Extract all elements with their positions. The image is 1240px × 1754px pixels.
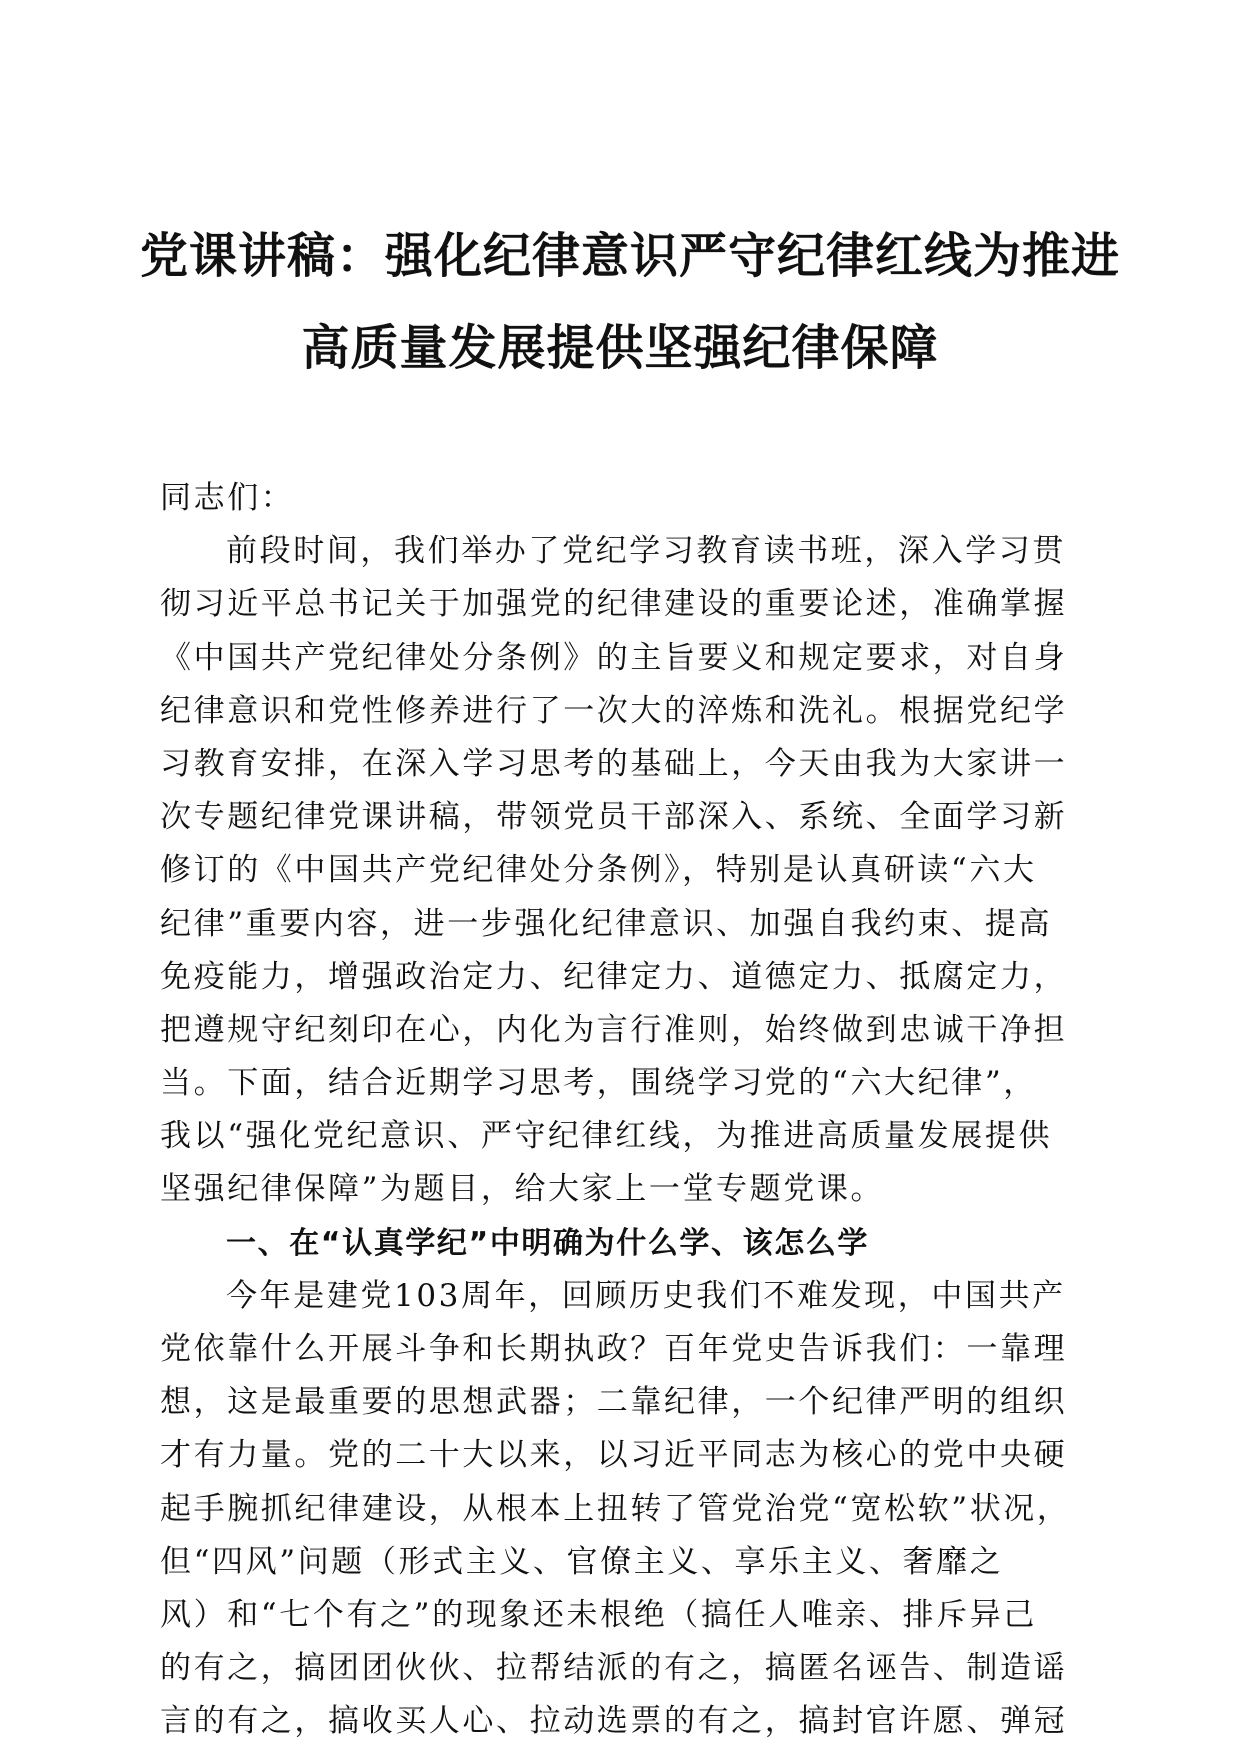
paragraph-line: 免疫能力，增强政治定力、纪律定力、道德定力、抵腐定力， [160,958,1068,995]
paragraph-line: 今年是建党103周年，回顾历史我们不难发现，中国共产 [226,1277,1066,1314]
salutation: 同志们： [160,480,295,516]
document-body [160,472,1080,1749]
paragraph-line: 党依靠什么开展斗争和长期执政？百年党史告诉我们：一靠理 [160,1331,1068,1367]
paragraph-line: 的有之，搞团团伙伙、拉帮结派的有之，搞匿名诬告、制造谣 [160,1650,1068,1687]
paragraph-line: 彻习近平总书记关于加强党的纪律建设的重要论述，准确掌握 [160,586,1068,623]
paragraph-line: 才有力量。党的二十大以来，以习近平同志为核心的党中央硬 [160,1437,1068,1474]
paragraph-line: 我以“强化党纪意识、严守纪律红线，为推进高质量发展提供 [160,1118,1053,1155]
paragraph-line: 纪律意识和党性修养进行了一次大的淬炼和洗礼。根据党纪学 [160,692,1068,729]
paragraph-line: 坚强纪律保障”为题目，给大家上一堂专题党课。 [160,1171,885,1208]
paragraph-line: 修订的《中国共产党纪律处分条例》，特别是认真研读“六大 [160,852,1037,889]
paragraph-line: 言的有之，搞收买人心、拉动选票的有之，搞封官许愿、弹冠 [160,1703,1068,1740]
paragraph-line: 纪律”重要内容，进一步强化纪律意识、加强自我约束、提高 [160,905,1053,942]
paragraph-line: 习教育安排，在深入学习思考的基础上，今天由我为大家讲一 [160,745,1068,782]
paragraph-line: 次专题纪律党课讲稿，带领党员干部深入、系统、全面学习新 [160,799,1068,836]
paragraph-line: 当。下面，结合近期学习思考，围绕学习党的“六大纪律”， [160,1065,1037,1102]
paragraph-line: 起手腕抓纪律建设，从根本上扭转了管党治党“宽松软”状况， [160,1490,1071,1527]
section-heading: 一、在“认真学纪”中明确为什么学、该怎么学 [226,1225,870,1261]
paragraph-line: 《中国共产党纪律处分条例》的主旨要义和规定要求，对自身 [160,639,1068,676]
document-title-line-1: 党课讲稿：强化纪律意识严守纪律红线为推进 [140,228,1121,284]
paragraph-line: 但“四风”问题（形式主义、官僚主义、享乐主义、奢靡之 [160,1543,1004,1580]
paragraph-line: 前段时间，我们举办了党纪学习教育读书班，深入学习贯 [226,533,1066,570]
paragraph-line: 想，这是最重要的思想武器；二靠纪律，一个纪律严明的组织 [160,1384,1068,1421]
paragraph-line: 把遵规守纪刻印在心，内化为言行准则，始终做到忠诚干净担 [160,1011,1068,1048]
document-title-line-2: 高质量发展提供坚强纪律保障 [301,320,939,376]
paragraph-line: 风）和“七个有之”的现象还未根绝（搞任人唯亲、排斥异己 [160,1596,1037,1633]
